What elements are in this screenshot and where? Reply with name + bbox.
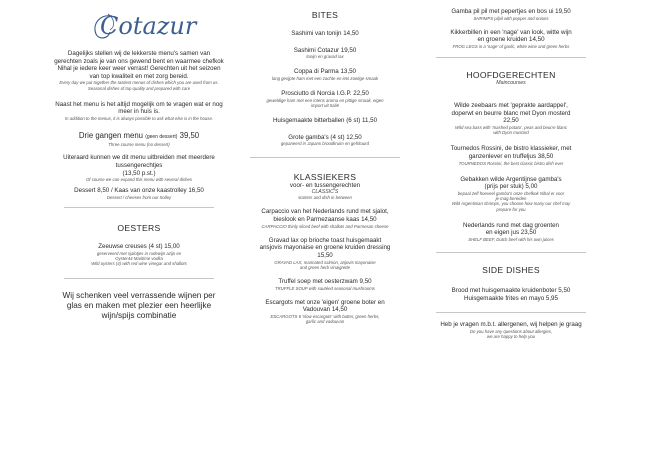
menu-item-desc: TRUFFLE SOUP with sautéed seasonal mushrooms bbox=[275, 285, 375, 291]
menu-item-desc: tonijn en gravad lax bbox=[306, 54, 344, 60]
three-course-menu: Drie gangen menu (geen dessert) 39,50 bbox=[78, 131, 200, 141]
dessert-cheese-en: Dessert / cheeses from our trolley bbox=[106, 194, 172, 200]
menu-item-desc: bepaal zelf hoeveel gamba's onze chefkok Nihal er voor bbox=[457, 190, 565, 196]
menu-item-desc: with Dyon mustard bbox=[493, 130, 529, 136]
menu-item: 22,50 bbox=[503, 117, 519, 125]
column-bites-classics bbox=[240, 0, 410, 324]
oesters-desc-1: geserveerd met sjalotjes in rodewijn azijn en bbox=[96, 250, 182, 256]
menu-item: Nederlands rund met dag groenten bbox=[463, 221, 559, 229]
extra-text: Naast het menu is het altijd mogelijk om te vragen wat er nog meer in huis is. bbox=[55, 100, 223, 116]
menu-item: Huisgemaakte frites en mayo 5,95 bbox=[464, 294, 558, 302]
divider bbox=[436, 252, 586, 253]
expand-menu-en: Of course we can expand this menu with several dishes bbox=[85, 177, 193, 183]
menu-item-desc: SHELF BEEF, Dutch beef with his own juices bbox=[468, 236, 554, 242]
menu-item: doperwt en beurre blanc met Dyon mosterd bbox=[451, 109, 571, 117]
intro-text-en: Every day we put together the tastiest menus of dishes which you are used from us. Seasonal dishes of top quality and prepared with care bbox=[59, 80, 219, 91]
menu-item: Kikkerbillen in een 'nage' van look, witte wijn bbox=[450, 28, 572, 36]
classics-subtitle: voor- en tussengerechten bbox=[289, 181, 361, 189]
menu-item: Grote gamba's (4 st) 12,50 bbox=[288, 133, 362, 141]
menu-item-desc: GRAVAD LAX, marinated salmon, anjovis mayonaise bbox=[274, 259, 376, 265]
side-dishes-heading: SIDE DISHES bbox=[482, 265, 540, 276]
menu-item-desc: FROG LEGS in a 'nage' of garlic, white wine and green herbs bbox=[452, 43, 570, 49]
menu-item-desc: garlic and vadouvan bbox=[305, 319, 345, 325]
menu-item-desc: TOURNEDOS Rossini, the best classic bistro dish ever bbox=[458, 160, 564, 166]
oesters-heading: OESTERS bbox=[117, 223, 161, 234]
menu-item: Huisgemaakte bitterballen (6 st) 11,50 bbox=[272, 117, 378, 125]
menu-item: Gravad lax op brioche toast huisgemaakt bbox=[268, 236, 382, 244]
divider bbox=[250, 157, 400, 158]
menu-item: Tournedos Rossini, de bistro klassieker, met bbox=[450, 145, 572, 153]
menu-item-desc: SHRIMPS pilpil with pepper and onions bbox=[473, 15, 549, 21]
allergy-note-en: we are happy to help you bbox=[486, 334, 535, 340]
menu-item-desc: Wild Argentinian shrimps, you choose how many our chef may bbox=[451, 201, 571, 207]
expand-menu-price: (13,50 p.st.) bbox=[122, 169, 156, 177]
menu-item-desc: geweldige ham met een intens aroma en pittige smaak, eigen bbox=[266, 97, 384, 103]
menu-item: ganzenlever en truffeljus 38,50 bbox=[468, 152, 554, 160]
divider bbox=[436, 57, 586, 58]
menu-item-desc: Wild sea bass with 'mashed potato', peas and beurre blanc bbox=[455, 124, 567, 130]
three-course-menu-en: Three course menu (no dessert) bbox=[108, 142, 170, 148]
column-intro bbox=[54, 0, 224, 321]
menu-item: Sashimi van tonijn 14,50 bbox=[291, 30, 359, 37]
menu-item: Vadouvan 14,50 bbox=[302, 306, 348, 314]
classics-heading: KLASSIEKERS bbox=[293, 171, 357, 182]
menu-item: en groene kruiden 14,50 bbox=[477, 36, 545, 44]
menu-item-desc: lang gerijpte ham met een zachte en iets zoetige smaak bbox=[271, 75, 379, 81]
oesters-desc-2: Oyster44 Maritime vodka bbox=[115, 255, 163, 261]
menu-item: Carpaccio van het Nederlands rund met sjalot, bbox=[261, 208, 389, 216]
divider bbox=[436, 312, 586, 313]
menu-item: Wilde zeebaars met 'geprakte aardappel', bbox=[454, 102, 568, 110]
menu-item: Gamba pil pil met pepertjes en bos ui 19,50 bbox=[451, 8, 571, 15]
menu-item: Sashimi Cotazur 19,50 bbox=[293, 46, 357, 54]
menu-item: Brood met huisgemaakte kruidenboter 5,50 bbox=[451, 287, 571, 295]
menu-item-desc: ESCARGOTS 6 'slow escargots' with butter, green herbs, bbox=[270, 313, 380, 319]
menu-item-desc: gepaneerd in Japans broodkruim en gefrituurd bbox=[280, 141, 370, 147]
menu-item: Gebakken wilde Argentijnse gamba's bbox=[460, 175, 562, 183]
divider bbox=[64, 278, 214, 279]
column-mains bbox=[426, 0, 596, 339]
dessert-cheese: Dessert 8,50 / Kaas van onze kaastrolley 16,50 bbox=[74, 187, 204, 195]
expand-menu-text: Uiteraard kunnen we dit menu uitbreiden met meerdere tussengerechtjes bbox=[63, 154, 215, 169]
menu-item: (prijs per stuk) 5,00 bbox=[484, 183, 538, 191]
classics-subtitle-en: CLASSIC'S bbox=[311, 189, 339, 196]
mains-heading: HOOFDGERECHTEN bbox=[466, 70, 556, 81]
menu-item: Escargots met onze 'eigen' groene boter en bbox=[265, 298, 385, 306]
extra-text-en: In addition to the menus, it is always possible to ask what else is in the house. bbox=[64, 115, 214, 121]
menu-item-desc: prepare for you bbox=[496, 206, 526, 212]
menu-item: Coppa di Parma 13,50 bbox=[294, 68, 356, 76]
menu-item-desc: import uit Italië bbox=[311, 102, 339, 108]
oesters-item: Zeeuwse creuses (4 st) 15,00 bbox=[98, 243, 180, 251]
menu-item: bieslook en Parmezaanse kaas 14,50 bbox=[273, 215, 377, 223]
cotazur-logo bbox=[54, 12, 224, 46]
classics-subtitle-desc: starters and dish in between bbox=[298, 195, 352, 201]
logo-text: Cotazur bbox=[100, 12, 197, 40]
wine-pairing-text: Wij schenken veel verrassende wijnen per glas en maken met plezier een heerlijke wijn/spijs combinatie bbox=[62, 291, 216, 321]
menu-item: 15,50 bbox=[317, 251, 333, 259]
menu-item-desc: CARPACCIO thinly sliced beef with shallots and Parmesan cheese bbox=[261, 223, 389, 229]
mains-subtitle: Maincourses bbox=[496, 80, 526, 87]
allergy-note-en: Do you have any questions about allergies, bbox=[469, 328, 553, 334]
menu-item: ansjovis mayonaise en groene kruiden dressing bbox=[259, 244, 391, 252]
divider bbox=[64, 207, 214, 208]
menu-item: en eigen jus 23,50 bbox=[485, 229, 537, 237]
logo-swirl-icon bbox=[90, 12, 118, 42]
menu-item: Truffel soep met oesterzwam 9,50 bbox=[278, 277, 372, 285]
oesters-desc-3: Wild oysters (4) with red wine vinegar and shallots bbox=[91, 261, 187, 267]
allergy-note: Heb je vragen m.b.t. allergenen, wij helpen je graag bbox=[440, 321, 582, 329]
menu-item: Prosciutto di Norcia I.G.P. 22,50 bbox=[281, 90, 369, 98]
menu-item-desc: and green herb vinaigrette bbox=[299, 264, 351, 270]
intro-text: Dagelijks stellen wij de lekkerste menu's samen van gerechten zoals je van ons gewend bent en waarmee chefkok Nihal je iedere keer weer verrast! Gerechten uit het seizoen van top kwaliteit en met zorg bereid. bbox=[54, 50, 224, 80]
bites-heading: BITES bbox=[311, 10, 339, 20]
menu-item-desc: je mag bereiden bbox=[495, 196, 527, 202]
